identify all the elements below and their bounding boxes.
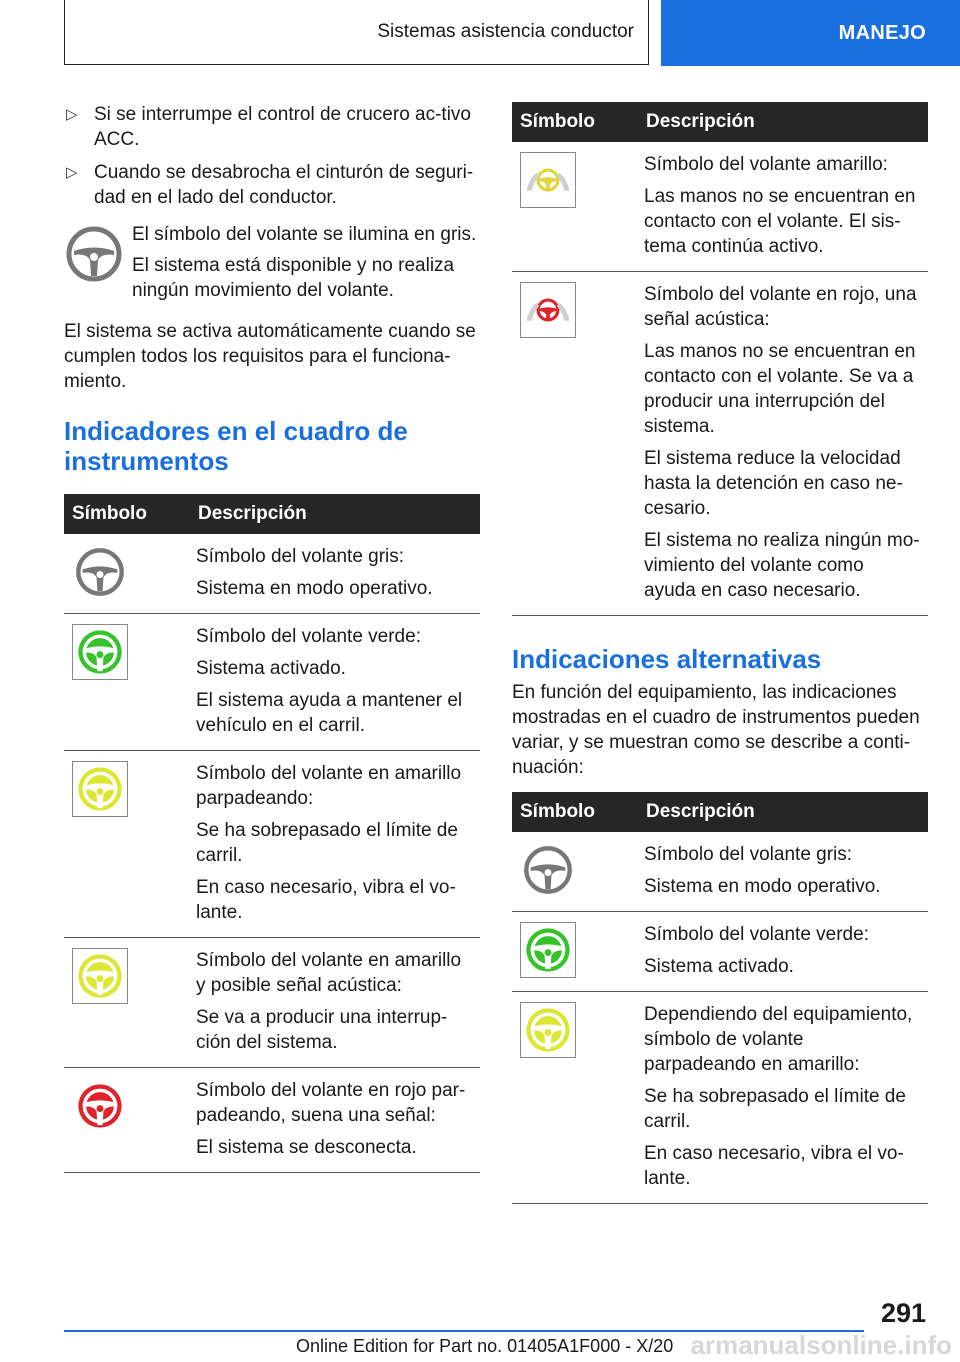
table-row — [64, 534, 480, 614]
list-item: ▷ Si se interrumpe el control de crucero ac-tivo ACC. — [66, 104, 471, 150]
description-line: Sistema en modo operativo. — [196, 578, 433, 599]
description-line: El sistema reduce la velocidad hasta la detención en caso ne-cesario. — [644, 448, 903, 519]
description-line: Dependiendo del equipamiento, símbolo de volante parpadeando en amarillo: — [644, 1004, 913, 1075]
description-line: Sistema activado. — [196, 658, 346, 679]
description-line: Símbolo del volante gris: — [644, 844, 853, 865]
page-number: 291 — [880, 1298, 926, 1328]
column-header: Símbolo — [512, 102, 636, 142]
table-row — [64, 938, 480, 1068]
description-line: Sistema en modo operativo. — [644, 876, 881, 897]
triangle-bullet-icon: ▷ — [66, 164, 78, 181]
description-line: Símbolo del volante en rojo par-padeando, suena una señal: — [196, 1080, 466, 1126]
steering-wheel-gray-icon — [72, 544, 128, 600]
description-line: Las manos no se encuentran en contacto con el volante. Se va a producir una interrupción del sistema. — [644, 341, 916, 437]
description-line: El sistema no realiza ningún mo-vimiento del volante como ayuda en caso necesario. — [644, 530, 920, 601]
section-heading: Indicaciones alternativas — [512, 644, 822, 674]
description-line: En caso necesario, vibra el vo-lante. — [196, 877, 456, 923]
body-paragraph: El sistema se activa automáticamente cuando se cumplen todos los requisitos para el funciona-miento. — [64, 321, 476, 392]
section-heading: Indicadores en el cuadro de instrumentos — [64, 416, 408, 476]
table-row — [512, 832, 928, 912]
description-line: El sistema ayuda a mantener el vehículo en el carril. — [196, 690, 463, 736]
table-row — [64, 614, 480, 751]
description-line: Se va a producir una interrup-ción del sistema. — [196, 1007, 448, 1053]
description-line: El sistema se desconecta. — [196, 1137, 417, 1158]
watermark-logo: armanualsonline.info — [690, 1330, 952, 1360]
table-row — [512, 992, 928, 1204]
steering-wheel-yellow-icon — [72, 948, 128, 1004]
column-header: Descripción — [636, 792, 928, 832]
column-header: Símbolo — [512, 792, 636, 832]
hands-on-wheel-yellow-icon — [520, 152, 576, 208]
steering-wheel-gray-icon — [520, 842, 576, 898]
inline-symbol-note: El símbolo del volante se ilumina en gris. El sistema está disponible y no realiza ningún movimiento del volante. — [64, 222, 480, 309]
table-row — [64, 751, 480, 938]
description-line: Se ha sobrepasado el límite de carril. — [196, 820, 458, 866]
left-column — [64, 102, 480, 1173]
column-header: Descripción — [636, 102, 928, 142]
table-row — [512, 272, 928, 616]
description-line: Sistema activado. — [644, 956, 794, 977]
list-item: ▷ Cuando se desabrocha el cinturón de seguri-dad en el lado del conductor. — [66, 162, 474, 208]
description-line: Símbolo del volante amarillo: — [644, 154, 888, 175]
steering-wheel-yellow-icon — [520, 1002, 576, 1058]
hands-on-wheel-red-icon — [520, 282, 576, 338]
body-paragraph: En función del equipamiento, las indicaciones mostradas en el cuadro de instrumentos pueden variar, y se muestran como se describe a conti-nuación: — [512, 682, 920, 778]
steering-wheel-green-icon — [520, 922, 576, 978]
description-line: En caso necesario, vibra el vo-lante. — [644, 1143, 904, 1189]
steering-wheel-gray-icon — [64, 224, 124, 284]
table-row — [64, 1068, 480, 1173]
edition-note: Online Edition for Part no. 01405A1F000 - X/20 — [296, 1336, 674, 1356]
description-line: Símbolo del volante verde: — [644, 924, 869, 945]
description-line: Símbolo del volante en amarillo y posible señal acústica: — [196, 950, 462, 996]
description-line: Símbolo del volante en amarillo parpadeando: — [196, 763, 462, 809]
section-title: Sistemas asistencia conductor — [64, 0, 649, 65]
symbol-table — [512, 102, 928, 616]
steering-wheel-green-icon — [72, 624, 128, 680]
page-header — [0, 0, 960, 66]
description-line: Símbolo del volante verde: — [196, 626, 421, 647]
steering-wheel-yellow-icon — [72, 761, 128, 817]
symbol-table — [512, 792, 928, 1204]
description-line: Símbolo del volante en rojo, una señal acústica: — [644, 284, 917, 330]
description-line: Se ha sobrepasado el límite de carril. — [644, 1086, 906, 1132]
triangle-bullet-icon: ▷ — [66, 106, 78, 123]
description-line: Las manos no se encuentran en contacto con el volante. El sis-tema continúa activo. — [644, 186, 916, 257]
right-column — [512, 102, 928, 1204]
table-row — [512, 142, 928, 272]
steering-wheel-red-icon — [72, 1078, 128, 1134]
chapter-tab[interactable]: MANEJO — [661, 0, 960, 66]
column-header: Símbolo — [64, 494, 188, 534]
symbol-table — [64, 494, 480, 1173]
table-row — [512, 912, 928, 992]
column-header: Descripción — [188, 494, 480, 534]
description-line: Símbolo del volante gris: — [196, 546, 405, 567]
